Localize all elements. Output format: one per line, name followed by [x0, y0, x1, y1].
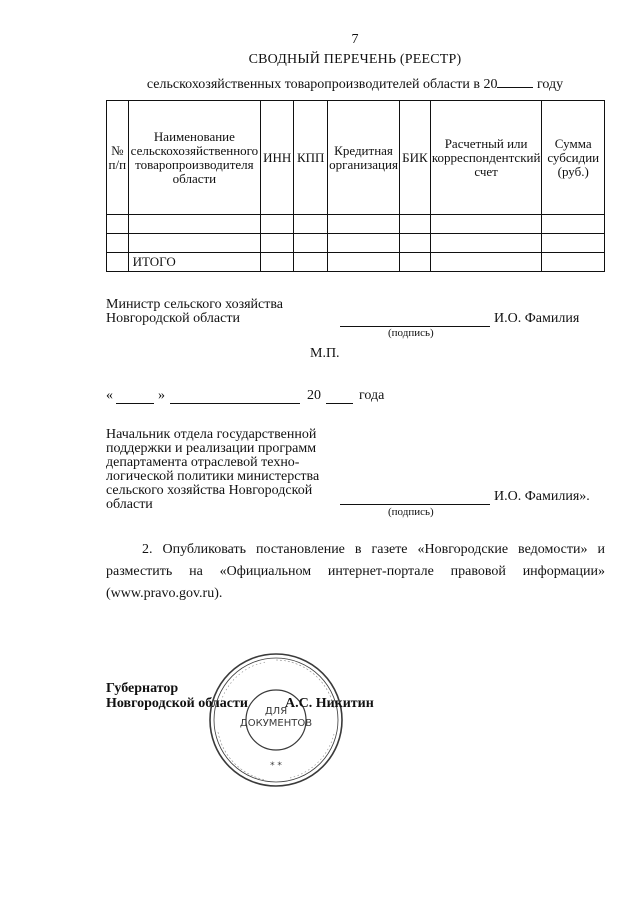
- minister-title-line2: Новгородской области: [106, 311, 240, 326]
- department-head-line6: области: [106, 497, 153, 512]
- paragraph-line3: (www.pravo.gov.ru).: [106, 586, 223, 601]
- table-total-row: [107, 253, 605, 272]
- department-head-signature-caption: (подпись): [388, 506, 434, 518]
- department-head-line5: сельского хозяйства Новгородской: [106, 483, 313, 498]
- governor-title-line1: Губернатор: [106, 681, 179, 696]
- document-title: СВОДНЫЙ ПЕРЕЧЕНЬ (РЕЕСТР): [248, 52, 462, 67]
- date-day-blank: [116, 403, 154, 404]
- stamp-center-line2: ДОКУМЕНТОВ: [239, 718, 313, 729]
- col-header-bik: БИК: [399, 101, 430, 215]
- col-header-bank: Кредитная организация: [328, 101, 400, 215]
- document-subtitle: [0, 75, 640, 93]
- department-head-line2: поддержки и реализации программ: [106, 441, 317, 456]
- col-header-name: Наименование сельскохозяйственного товаропроизводителя области: [128, 101, 261, 215]
- subtitle-suffix: году: [533, 77, 564, 92]
- paragraph-line2: разместить на «Официальном интернет-портале правовой информации»: [106, 564, 605, 579]
- department-head-line3: департамента отраслевой техно-: [106, 455, 300, 470]
- minister-name: И.О. Фамилия: [494, 311, 580, 326]
- col-header-account: Расчетный или корреспондентский счет: [430, 101, 542, 215]
- minister-signature-caption: (подпись): [388, 327, 434, 339]
- governor-title: [106, 681, 248, 711]
- governor-name: А.С. Никитин: [285, 696, 374, 711]
- minister-title: [106, 298, 283, 326]
- department-head-name: И.О. Фамилия».: [494, 489, 590, 504]
- total-label: ИТОГО: [128, 253, 261, 272]
- date-open-quote: «: [106, 388, 113, 403]
- subtitle-text: сельскохозяйственных товаропроизводителей области в 20: [146, 77, 498, 92]
- publication-paragraph: [106, 539, 605, 605]
- col-header-kpp: КПП: [294, 101, 328, 215]
- date-year-suffix: года: [359, 388, 385, 403]
- department-head-line4: логической политики министерства: [106, 469, 320, 484]
- department-head-signature-line: [340, 504, 490, 505]
- col-header-amount: Сумма субсидии (руб.): [542, 101, 605, 215]
- col-header-inn: ИНН: [261, 101, 294, 215]
- paragraph-line1: 2. Опубликовать постановление в газете «Новгородские ведомости» и: [142, 542, 605, 557]
- col-header-number: № п/п: [107, 101, 129, 215]
- stamp-center-line1: ДЛЯ: [264, 706, 288, 717]
- date-year-blank: [326, 403, 353, 404]
- table-header-row: [107, 101, 605, 215]
- date-month-blank: [170, 403, 300, 404]
- table-row: [107, 234, 605, 253]
- table-row: [107, 215, 605, 234]
- seal-mark: М.П.: [310, 346, 340, 361]
- registry-table: [106, 100, 605, 272]
- svg-text:* *: * *: [270, 761, 282, 771]
- page-number: 7: [351, 32, 359, 47]
- date-year-prefix: 20: [307, 388, 321, 403]
- minister-title-line1: Министр сельского хозяйства: [106, 297, 283, 312]
- governor-title-line2: Новгородской области: [106, 696, 248, 711]
- date-close-quote: »: [158, 388, 165, 403]
- department-head-line1: Начальник отдела государственной: [106, 427, 317, 442]
- department-head-title: [106, 428, 319, 512]
- year-blank: [497, 75, 533, 88]
